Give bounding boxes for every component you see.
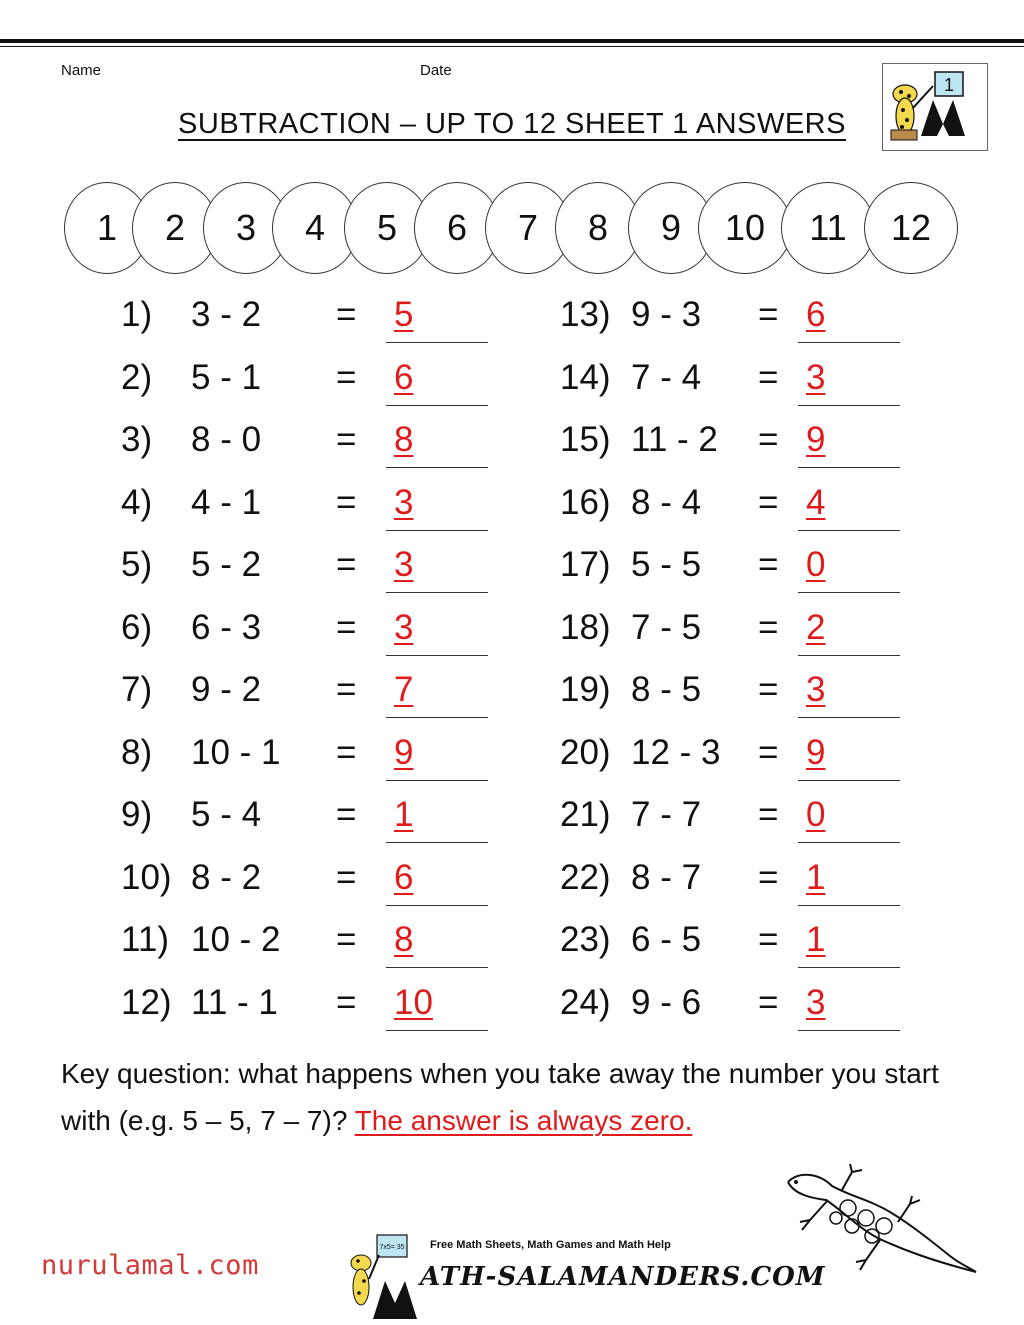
question-expression: 6 - 3	[191, 607, 262, 647]
question-number: 19)	[560, 670, 611, 709]
answer-line	[798, 405, 900, 406]
answer-line	[798, 530, 900, 531]
answer-line	[386, 842, 488, 843]
footer-tagline: Free Math Sheets, Math Games and Math Help	[430, 1239, 671, 1251]
question-number: 18)	[560, 607, 611, 647]
answer: 10	[394, 982, 433, 1022]
question-expression: 8 - 2	[191, 857, 262, 897]
question-expression: 10 - 1	[191, 732, 281, 772]
equals-sign: =	[336, 920, 357, 959]
question-number: 9)	[121, 795, 153, 834]
answer: 3	[806, 357, 826, 397]
question-expression: 11 - 2	[631, 420, 718, 459]
equals-sign: =	[758, 857, 779, 897]
answer: 1	[806, 857, 826, 897]
question-number: 5)	[121, 545, 153, 584]
answer: 6	[394, 357, 414, 397]
answer: 3	[806, 670, 826, 709]
answer: 9	[806, 732, 826, 772]
equals-sign: =	[336, 482, 357, 522]
question-expression: 7 - 4	[631, 357, 702, 397]
equals-sign: =	[758, 670, 779, 709]
sheet-number: 1	[943, 75, 955, 95]
question-number: 17)	[560, 545, 611, 584]
question-expression: 8 - 5	[631, 670, 702, 709]
answer-line	[798, 842, 900, 843]
answer-line	[386, 780, 488, 781]
question-number: 24)	[560, 982, 611, 1022]
equals-sign: =	[336, 795, 357, 834]
answer: 2	[806, 607, 826, 647]
number-circle: 3	[203, 182, 289, 274]
question-number: 15)	[560, 420, 611, 459]
key-question-text: Key question: what happens when you take away the number you start with (e.g. 5 – 5, 7 – 7)?	[61, 1058, 939, 1136]
answer: 3	[394, 545, 414, 584]
question-number: 21)	[560, 795, 611, 834]
equals-sign: =	[336, 670, 357, 709]
answer-line	[386, 342, 488, 343]
question-number: 8)	[121, 732, 153, 772]
question-expression: 4 - 1	[191, 482, 262, 522]
answer: 5	[394, 295, 414, 334]
answer: 3	[806, 982, 826, 1022]
question-number: 7)	[121, 670, 153, 709]
equals-sign: =	[758, 420, 779, 459]
number-circle: 6	[414, 182, 500, 274]
answer: 3	[394, 607, 414, 647]
answer: 8	[394, 420, 414, 459]
number-circle: 1	[64, 182, 150, 274]
answer-line	[798, 780, 900, 781]
date-label: Date	[420, 62, 452, 79]
number-circle: 9	[628, 182, 714, 274]
equals-sign: =	[758, 607, 779, 647]
answer-line	[386, 1030, 488, 1031]
equals-sign: =	[336, 420, 357, 459]
question-expression: 10 - 2	[191, 920, 281, 959]
footer-logo-icon	[343, 1233, 418, 1321]
answer: 6	[394, 857, 414, 897]
question-expression: 8 - 4	[631, 482, 702, 522]
page-title: SUBTRACTION – UP TO 12 SHEET 1 ANSWERS	[178, 108, 846, 140]
question-expression: 8 - 7	[631, 857, 702, 897]
answer-line	[798, 467, 900, 468]
equals-sign: =	[336, 607, 357, 647]
equals-sign: =	[336, 357, 357, 397]
question-number: 20)	[560, 732, 611, 772]
answer: 9	[394, 732, 414, 772]
answer-line	[386, 467, 488, 468]
answer-line	[386, 405, 488, 406]
answer-line	[798, 717, 900, 718]
answer: 9	[806, 420, 826, 459]
question-number: 11)	[121, 920, 169, 959]
equals-sign: =	[336, 545, 357, 584]
footer-logo-sign: 7x5= 35	[379, 1244, 405, 1251]
question-expression: 11 - 1	[191, 982, 278, 1022]
key-question	[61, 1050, 981, 1144]
question-number: 1)	[121, 295, 153, 334]
question-number: 2)	[121, 357, 153, 397]
question-expression: 12 - 3	[631, 732, 721, 772]
answer: 0	[806, 795, 826, 834]
question-expression: 5 - 4	[191, 795, 262, 834]
watermark: nurulamal.com	[41, 1250, 259, 1281]
number-circle: 4	[272, 182, 358, 274]
answer-line	[386, 655, 488, 656]
question-number: 13)	[560, 295, 611, 334]
question-number: 3)	[121, 420, 153, 459]
equals-sign: =	[758, 920, 779, 959]
answer-line	[798, 655, 900, 656]
answer-line	[798, 905, 900, 906]
top-rule-thick	[0, 39, 1024, 43]
answer-line	[798, 592, 900, 593]
equals-sign: =	[758, 982, 779, 1022]
question-expression: 7 - 7	[631, 795, 702, 834]
question-number: 14)	[560, 357, 611, 397]
answer: 1	[394, 795, 414, 834]
question-expression: 5 - 1	[191, 357, 262, 397]
answer-line	[386, 530, 488, 531]
answer-line	[386, 592, 488, 593]
equals-sign: =	[758, 357, 779, 397]
number-circle: 12	[864, 182, 958, 274]
equals-sign: =	[758, 295, 779, 334]
question-expression: 9 - 2	[191, 670, 262, 709]
question-expression: 6 - 5	[631, 920, 702, 959]
answer: 7	[394, 670, 414, 709]
number-circle: 8	[555, 182, 641, 274]
answer: 4	[806, 482, 826, 522]
answer-line	[386, 967, 488, 968]
equals-sign: =	[336, 857, 357, 897]
answer: 3	[394, 482, 414, 522]
answer-line	[386, 905, 488, 906]
question-number: 22)	[560, 857, 611, 897]
question-number: 23)	[560, 920, 611, 959]
question-number: 6)	[121, 607, 153, 647]
question-expression: 7 - 5	[631, 607, 702, 647]
answer-line	[798, 1030, 900, 1031]
answer: 1	[806, 920, 826, 959]
answer: 0	[806, 545, 826, 584]
question-number: 12)	[121, 982, 172, 1022]
sheet-logo	[882, 63, 988, 151]
equals-sign: =	[758, 732, 779, 772]
footer-site-name: ATH-SALAMANDERS.COM	[420, 1262, 826, 1292]
equals-sign: =	[758, 795, 779, 834]
name-label: Name	[61, 62, 102, 79]
question-expression: 9 - 3	[631, 295, 702, 334]
equals-sign: =	[336, 295, 357, 334]
number-circle: 2	[132, 182, 218, 274]
question-number: 10)	[121, 857, 172, 897]
equals-sign: =	[758, 482, 779, 522]
answer-line	[798, 967, 900, 968]
question-expression: 5 - 2	[191, 545, 262, 584]
top-rule-thin	[0, 46, 1024, 47]
answer-line	[798, 342, 900, 343]
question-expression: 5 - 5	[631, 545, 702, 584]
equals-sign: =	[758, 545, 779, 584]
salamander-teacher-icon	[883, 64, 987, 150]
equals-sign: =	[336, 732, 357, 772]
number-circle: 7	[485, 182, 571, 274]
number-circle: 11	[781, 182, 875, 274]
answer: 6	[806, 295, 826, 334]
number-circle: 10	[698, 182, 792, 274]
equals-sign: =	[336, 982, 357, 1022]
question-expression: 9 - 6	[631, 982, 702, 1022]
answer-line	[386, 717, 488, 718]
answer: 8	[394, 920, 414, 959]
question-expression: 3 - 2	[191, 295, 262, 334]
question-number: 16)	[560, 482, 611, 522]
number-circle: 5	[344, 182, 430, 274]
question-expression: 8 - 0	[191, 420, 262, 459]
question-number: 4)	[121, 482, 153, 522]
key-question-answer: The answer is always zero.	[354, 1105, 693, 1136]
